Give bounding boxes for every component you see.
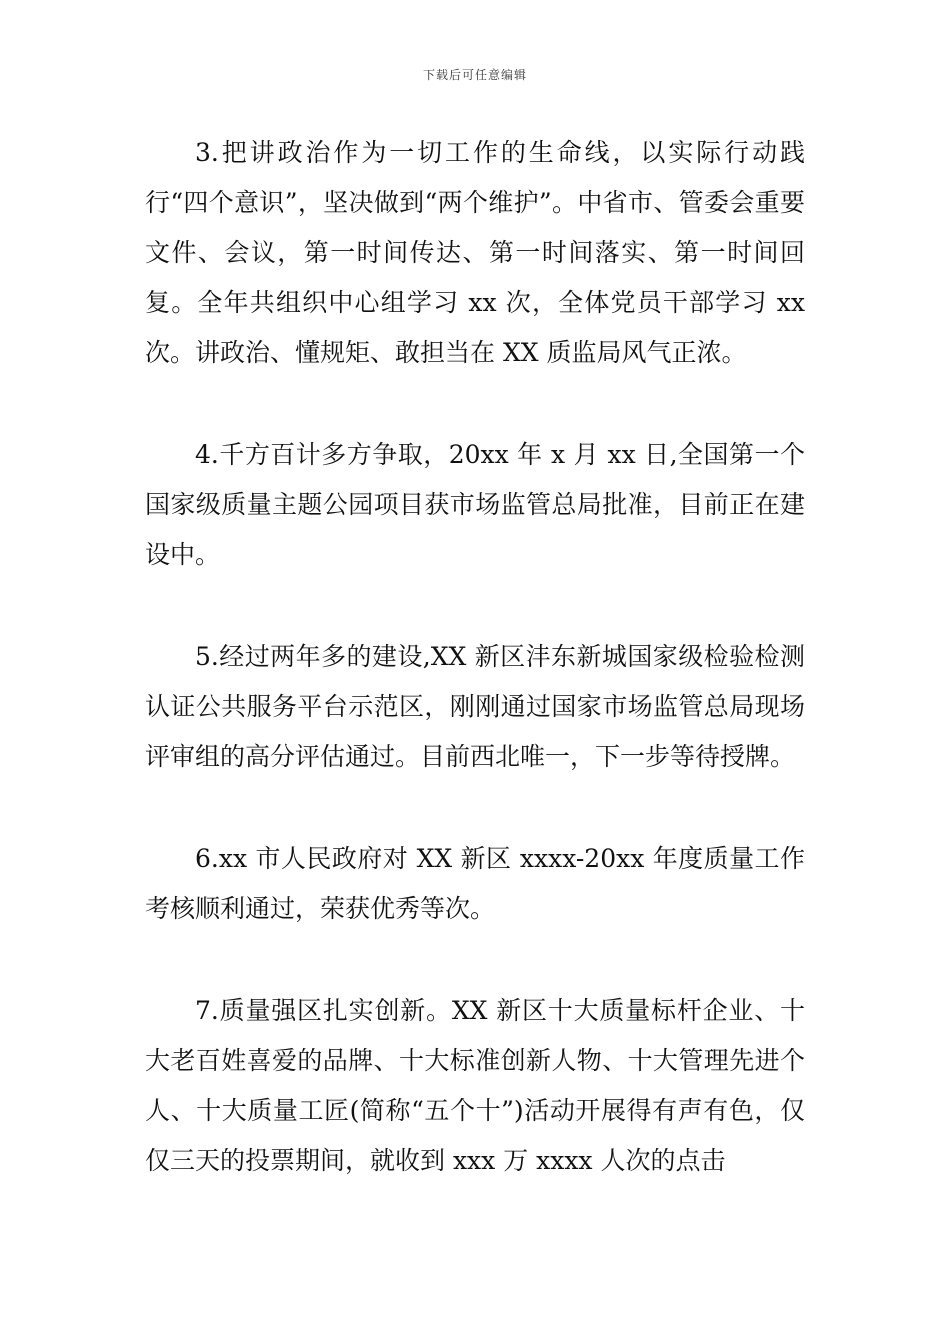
document-body	[145, 128, 805, 1238]
paragraph-5: 5.经过两年多的建设,XX 新区沣东新城国家级检验检测认证公共服务平台示范区，刚刚通过国家市场监管总局现场评审组的高分评估通过。目前西北唯一，下一步等待授牌。	[145, 642, 805, 771]
header-note: 下载后可任意编辑	[422, 68, 527, 82]
paragraph-6: 6.xx 市人民政府对 XX 新区 xxxx-20xx 年度质量工作考核顺利通过，荣获优秀等次。	[145, 844, 805, 923]
paragraph-3: 3.把讲政治作为一切工作的生命线，以实际行动践行“四个意识”，坚决做到“两个维护”。中省市、管委会重要文件、会议，第一时间传达、第一时间落实、第一时间回复。全年共组织中心组学习 xx 次，全体党员干部学习 xx 次。讲政治、懂规矩、敢担当在 XX 质监局风气正浓。	[145, 138, 805, 367]
paragraph-4: 4.千方百计多方争取，20xx 年 x 月 xx 日,全国第一个国家级质量主题公园项目获市场监管总局批准，目前正在建设中。	[145, 440, 805, 569]
paragraph-7: 7.质量强区扎实创新。XX 新区十大质量标杆企业、十大老百姓喜爱的品牌、十大标准创新人物、十大管理先进个人、十大质量工匠(简称“五个十”)活动开展得有声有色，仅仅三天的投票期间，就收到 xxx 万 xxxx 人次的点击	[145, 996, 805, 1175]
